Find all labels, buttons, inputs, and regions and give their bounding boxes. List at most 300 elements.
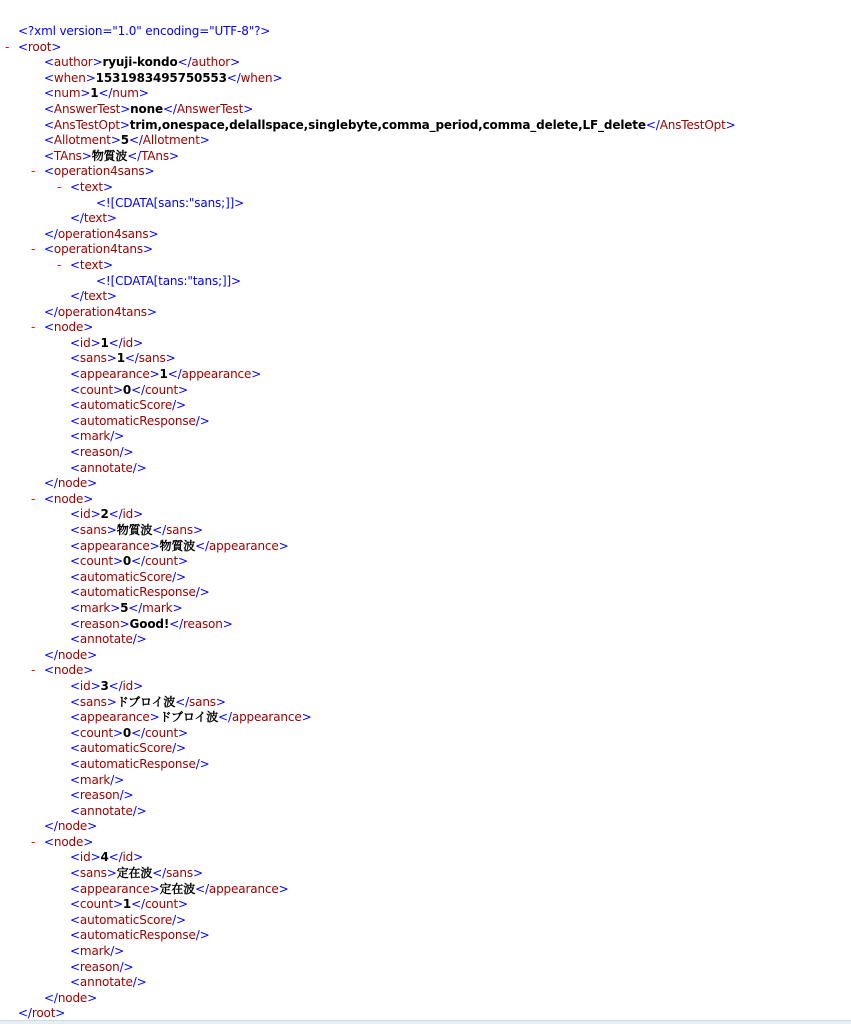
tag-name: automaticResponse [79, 585, 196, 600]
tag-name: mark [79, 429, 111, 444]
tag-bracket: > [230, 55, 240, 70]
tag-name: id [79, 850, 91, 865]
xml-line-text [0, 289, 851, 305]
xml-line-Allotment [0, 133, 851, 149]
xml-line-id [0, 507, 851, 523]
tag-name: appearance [208, 538, 279, 553]
tag-bracket: > [272, 70, 283, 85]
element-value: ドブロイ波 [159, 710, 219, 725]
xml-line-automaticResponse [0, 928, 851, 944]
tag-bracket: < [70, 460, 80, 475]
element-value: 1 [122, 897, 132, 912]
collapse-toggle-icon[interactable]: - [5, 39, 10, 54]
tag-bracket: > [87, 990, 98, 1005]
collapse-toggle-icon[interactable]: - [31, 491, 36, 506]
tag-bracket: > [106, 289, 117, 304]
tag-bracket: </ [108, 507, 123, 522]
tag-bracket: </ [108, 850, 123, 865]
tag-name: appearance [208, 881, 279, 896]
tag-name: count [144, 554, 179, 569]
tag-bracket: > [725, 117, 736, 132]
element-value: 0 [122, 554, 132, 569]
xml-line-sans [0, 523, 851, 539]
element-value: 4 [100, 850, 109, 865]
cdata-content: sans:"sans; [158, 195, 226, 210]
tag-bracket: > [149, 367, 160, 382]
tag-name: mark [79, 944, 111, 959]
element-value: 1 [116, 351, 125, 366]
tag-bracket: > [178, 897, 188, 912]
tag-bracket: /> [172, 569, 186, 584]
element-value: 1 [100, 335, 109, 350]
tag-name: author [191, 55, 231, 70]
tag-bracket: > [119, 117, 130, 132]
element-value: 0 [122, 725, 132, 740]
tag-name: num [53, 86, 81, 101]
xml-line-mark [0, 601, 851, 617]
tag-name: id [122, 507, 134, 522]
tag-name: sans [79, 351, 107, 366]
tag-name: operation4sans [53, 164, 145, 179]
tag-bracket: /> [110, 429, 125, 444]
tag-bracket: > [110, 600, 121, 615]
tag-name: appearance [231, 710, 302, 725]
tag-name: node [53, 834, 84, 849]
element-value: 物質波 [91, 148, 128, 163]
tag-bracket: < [70, 912, 80, 927]
tag-bracket: </ [44, 990, 58, 1005]
xml-line-node [0, 663, 851, 679]
tag-bracket: > [178, 382, 188, 397]
tag-bracket: /> [119, 959, 134, 974]
tag-bracket: < [70, 975, 80, 990]
tag-bracket: > [87, 819, 98, 834]
tag-bracket: < [70, 382, 80, 397]
tag-bracket: < [70, 803, 80, 818]
tag-bracket: < [70, 335, 80, 350]
tag-name: TAns [141, 148, 169, 163]
tag-bracket: < [70, 897, 80, 912]
tag-name: reason [183, 616, 223, 631]
tag-bracket: < [70, 523, 80, 537]
xml-line-appearance [0, 539, 851, 555]
tag-name: node [57, 819, 88, 834]
tag-name: text [83, 289, 107, 304]
tag-bracket: </ [163, 101, 177, 116]
xml-line-annotate [0, 975, 851, 991]
tag-bracket: < [70, 959, 80, 974]
tag-name: Allotment [53, 133, 111, 148]
tag-name: id [122, 678, 134, 693]
tag-bracket: < [44, 70, 54, 85]
tag-bracket: > [168, 148, 179, 163]
tag-bracket: > [138, 86, 149, 101]
tag-bracket: /> [172, 741, 186, 756]
tag-bracket: > [149, 710, 160, 725]
tag-bracket: </ [195, 538, 209, 553]
tag-name: count [144, 382, 179, 397]
tag-bracket: > [149, 881, 160, 896]
tag-name: root [31, 1006, 56, 1021]
tag-bracket: </ [44, 226, 58, 241]
tag-name: automaticScore [79, 741, 173, 756]
tag-bracket: < [44, 55, 54, 70]
tag-bracket: < [70, 179, 80, 194]
xml-line-count [0, 726, 851, 742]
xml-declaration [0, 24, 851, 40]
xml-line-automaticScore [0, 741, 851, 757]
tag-bracket: < [70, 429, 80, 444]
tag-bracket: /> [119, 788, 134, 803]
tag-bracket: < [70, 554, 80, 569]
tag-bracket: > [55, 1006, 66, 1021]
tag-bracket: < [18, 39, 28, 54]
xml-line-automaticResponse [0, 414, 851, 430]
tag-bracket: < [70, 569, 80, 584]
tag-name: AnsTestOpt [53, 117, 120, 132]
tag-name: automaticResponse [79, 413, 196, 428]
xml-line-annotate [0, 461, 851, 477]
element-value: trim,onespace,delallspace,singlebyte,comma_period,comma_delete,LF_delete [129, 117, 646, 132]
tag-name: appearance [181, 367, 252, 382]
xml-line-operation4sans [0, 227, 851, 243]
tag-bracket: > [110, 133, 121, 148]
xml-line-sans [0, 351, 851, 367]
tag-name: sans [79, 523, 107, 537]
xml-line-reason [0, 960, 851, 976]
xml-line-node [0, 819, 851, 835]
tag-name: mark [79, 772, 111, 787]
collapse-toggle-icon[interactable]: - [31, 320, 36, 335]
tag-bracket: </ [18, 1006, 32, 1021]
tag-name: node [53, 491, 84, 506]
tag-name: TAns [53, 148, 82, 163]
tag-name: author [53, 55, 93, 70]
xml-line-node [0, 492, 851, 508]
tag-bracket: /> [119, 445, 134, 460]
tag-bracket: < [70, 725, 80, 740]
tag-bracket: < [44, 164, 54, 179]
element-value: ドブロイ波 [116, 694, 176, 709]
xml-line-automaticScore [0, 570, 851, 586]
tag-name: AnswerTest [176, 101, 244, 116]
tag-bracket: > [222, 616, 233, 631]
tag-bracket: < [44, 491, 54, 506]
xml-line-mark [0, 944, 851, 960]
tag-name: sans [166, 523, 193, 537]
tag-bracket: </ [70, 211, 84, 226]
tag-bracket: </ [44, 647, 58, 662]
cdata-content: tans:"tans; [158, 273, 222, 288]
xml-line-reason [0, 788, 851, 804]
xml-line-annotate [0, 632, 851, 648]
tag-bracket: /> [132, 803, 147, 818]
tag-name: sans [79, 866, 107, 881]
collapse-toggle-icon[interactable]: - [31, 242, 36, 257]
tag-name: annotate [79, 460, 133, 475]
tag-bracket: < [70, 694, 80, 709]
tag-bracket: < [70, 710, 80, 725]
xml-line-id [0, 850, 851, 866]
tag-bracket: > [90, 507, 101, 522]
tag-name: node [53, 320, 84, 335]
tag-bracket: < [44, 101, 54, 116]
tag-bracket: < [44, 133, 54, 148]
tag-name: id [122, 850, 134, 865]
tag-name: appearance [79, 881, 150, 896]
tag-bracket: > [178, 725, 188, 740]
tag-name: when [240, 70, 273, 85]
xml-line-sans [0, 866, 851, 882]
tag-bracket: > [113, 554, 123, 569]
tag-bracket: > [85, 70, 96, 85]
tag-name: id [122, 335, 134, 350]
tag-bracket: < [44, 242, 54, 257]
tag-name: id [79, 507, 91, 522]
tag-bracket: > [278, 881, 289, 896]
tag-bracket: > [103, 179, 113, 194]
tag-name: id [79, 678, 91, 693]
tag-name: annotate [79, 803, 133, 818]
xml-line-count [0, 897, 851, 913]
tag-name: node [57, 476, 88, 491]
tag-bracket: < [44, 148, 54, 163]
xml-line-node [0, 648, 851, 664]
element-value: 2 [100, 507, 109, 522]
tag-bracket: > [133, 335, 144, 350]
tag-name: Allotment [142, 133, 200, 148]
tag-bracket: < [44, 834, 54, 849]
tag-name: sans [79, 694, 107, 709]
tag-bracket: </ [169, 616, 183, 631]
collapse-toggle-icon[interactable]: - [57, 257, 62, 272]
xml-declaration-text: <?xml version="1.0" encoding="UTF-8"?> [18, 24, 271, 38]
tag-bracket: > [192, 523, 203, 537]
xml-tree [0, 40, 851, 1022]
tag-bracket: > [133, 850, 144, 865]
xml-line-AnswerTest [0, 102, 851, 118]
xml-line-text [0, 180, 851, 196]
tag-bracket: </ [131, 554, 145, 569]
xml-line-automaticResponse [0, 585, 851, 601]
tag-bracket: </ [128, 133, 143, 148]
tag-bracket: < [70, 351, 80, 366]
collapse-toggle-icon[interactable]: - [31, 663, 36, 678]
tag-bracket: > [215, 694, 226, 709]
cdata-close: ]]> [221, 273, 241, 288]
tag-bracket: > [192, 866, 203, 881]
xml-line-reason [0, 445, 851, 461]
tag-bracket: > [178, 554, 188, 569]
cdata-close: ]]> [225, 195, 245, 210]
xml-line-node [0, 991, 851, 1007]
tag-bracket: </ [70, 289, 84, 304]
tag-bracket: < [70, 257, 80, 272]
xml-line-text [0, 258, 851, 274]
tag-bracket: > [165, 351, 176, 366]
xml-line-node [0, 476, 851, 492]
xml-line-appearance [0, 882, 851, 898]
tag-bracket: < [70, 507, 80, 522]
xml-line-root [0, 40, 851, 56]
tag-name: automaticScore [79, 912, 173, 927]
tag-bracket: > [90, 678, 101, 693]
tag-bracket: > [106, 866, 117, 881]
tag-bracket: /> [195, 585, 210, 600]
tag-bracket: < [44, 117, 54, 132]
collapse-toggle-icon[interactable]: - [31, 834, 36, 849]
tag-bracket: > [146, 304, 157, 319]
tag-name: operation4sans [57, 226, 149, 241]
tag-name: sans [138, 351, 166, 366]
xml-line-AnsTestOpt [0, 118, 851, 134]
element-value: Good! [129, 616, 170, 631]
tag-name: automaticScore [79, 569, 173, 584]
tag-name: node [57, 990, 88, 1005]
xml-line-cdata [0, 196, 851, 212]
tag-name: annotate [79, 632, 133, 647]
tag-name: appearance [79, 710, 150, 725]
tag-bracket: > [81, 148, 92, 163]
tag-bracket: > [87, 476, 98, 491]
tag-name: automaticResponse [79, 928, 196, 943]
xml-line-sans [0, 695, 851, 711]
tag-bracket: /> [195, 756, 210, 771]
tag-bracket: > [119, 616, 130, 631]
tag-bracket: > [142, 242, 153, 257]
tag-bracket: < [70, 944, 80, 959]
tag-name: count [144, 897, 179, 912]
tag-name: reason [79, 959, 120, 974]
tag-bracket: > [120, 101, 131, 116]
xml-line-annotate [0, 804, 851, 820]
xml-line-num [0, 86, 851, 102]
tag-bracket: </ [645, 117, 660, 132]
tag-bracket: </ [98, 86, 113, 101]
tag-bracket: </ [131, 725, 145, 740]
tag-bracket: > [133, 678, 144, 693]
tag-bracket: > [83, 491, 94, 506]
tag-bracket: </ [177, 55, 192, 70]
tag-bracket: > [103, 257, 113, 272]
tag-bracket: > [301, 710, 312, 725]
xml-line-automaticResponse [0, 757, 851, 773]
tag-bracket: < [70, 367, 80, 382]
tag-bracket: < [70, 788, 80, 803]
tag-name: count [79, 725, 114, 740]
tag-bracket: < [70, 538, 80, 553]
tag-bracket: < [70, 398, 80, 413]
element-value: 1 [159, 367, 168, 382]
xml-line-when [0, 71, 851, 87]
tag-bracket: > [83, 320, 94, 335]
tag-name: operation4tans [53, 242, 143, 257]
xml-line-reason [0, 617, 851, 633]
tag-name: appearance [79, 367, 150, 382]
tag-name: reason [79, 788, 120, 803]
xml-line-TAns [0, 149, 851, 165]
tag-bracket: > [106, 523, 117, 537]
xml-line-author [0, 55, 851, 71]
tag-bracket: > [83, 663, 94, 678]
tag-name: automaticScore [79, 398, 173, 413]
tag-bracket: /> [132, 632, 147, 647]
collapse-toggle-icon[interactable]: - [57, 179, 62, 194]
tag-name: AnswerTest [53, 101, 121, 116]
tag-bracket: < [70, 585, 80, 600]
tag-bracket: </ [175, 694, 190, 709]
tag-name: text [83, 211, 107, 226]
xml-line-mark [0, 773, 851, 789]
tag-bracket: > [172, 600, 183, 615]
xml-line-operation4tans [0, 305, 851, 321]
tag-bracket: /> [195, 928, 210, 943]
tag-name: text [79, 179, 103, 194]
tag-name: annotate [79, 975, 133, 990]
xml-line-appearance [0, 710, 851, 726]
tag-name: count [79, 382, 114, 397]
tag-bracket: < [70, 413, 80, 428]
tag-bracket: /> [172, 398, 186, 413]
cdata-open: <![CDATA[ [96, 195, 159, 210]
tag-bracket: </ [44, 304, 58, 319]
tag-name: automaticResponse [79, 756, 196, 771]
tag-bracket: > [144, 164, 155, 179]
xml-line-appearance [0, 367, 851, 383]
tag-name: count [79, 897, 114, 912]
element-value: 1 [90, 86, 99, 101]
tag-bracket: </ [131, 382, 145, 397]
tag-bracket: > [113, 897, 123, 912]
tag-bracket: < [70, 881, 80, 896]
tag-bracket: < [70, 866, 80, 881]
element-value: ryuji-kondo [102, 55, 178, 70]
tag-bracket: > [199, 133, 210, 148]
tag-name: node [53, 663, 84, 678]
tag-bracket: /> [110, 772, 125, 787]
tag-bracket: > [278, 538, 289, 553]
tag-name: AnsTestOpt [659, 117, 726, 132]
tag-bracket: > [133, 507, 144, 522]
element-value: none [130, 101, 164, 116]
element-value: 1531983495750553 [95, 70, 227, 85]
tag-bracket: </ [195, 881, 209, 896]
xml-line-operation4sans [0, 164, 851, 180]
tag-bracket: /> [132, 975, 147, 990]
collapse-toggle-icon[interactable]: - [31, 164, 36, 179]
tag-name: sans [166, 866, 193, 881]
element-value: 5 [120, 133, 129, 148]
tag-bracket: < [70, 632, 80, 647]
tag-bracket: </ [152, 866, 167, 881]
cdata-open: <![CDATA[ [96, 273, 159, 288]
tag-bracket: > [149, 538, 160, 553]
tag-bracket: < [70, 678, 80, 693]
tag-bracket: > [113, 725, 123, 740]
xml-line-node [0, 320, 851, 336]
tag-name: count [79, 554, 114, 569]
tag-bracket: < [44, 86, 54, 101]
tag-bracket: < [70, 850, 80, 865]
tag-bracket: > [243, 101, 254, 116]
tag-bracket: < [70, 741, 80, 756]
tag-name: count [144, 725, 179, 740]
xml-line-operation4tans [0, 242, 851, 258]
tag-name: reason [79, 445, 120, 460]
xml-line-mark [0, 429, 851, 445]
tag-bracket: </ [44, 476, 58, 491]
tag-bracket: </ [127, 148, 142, 163]
